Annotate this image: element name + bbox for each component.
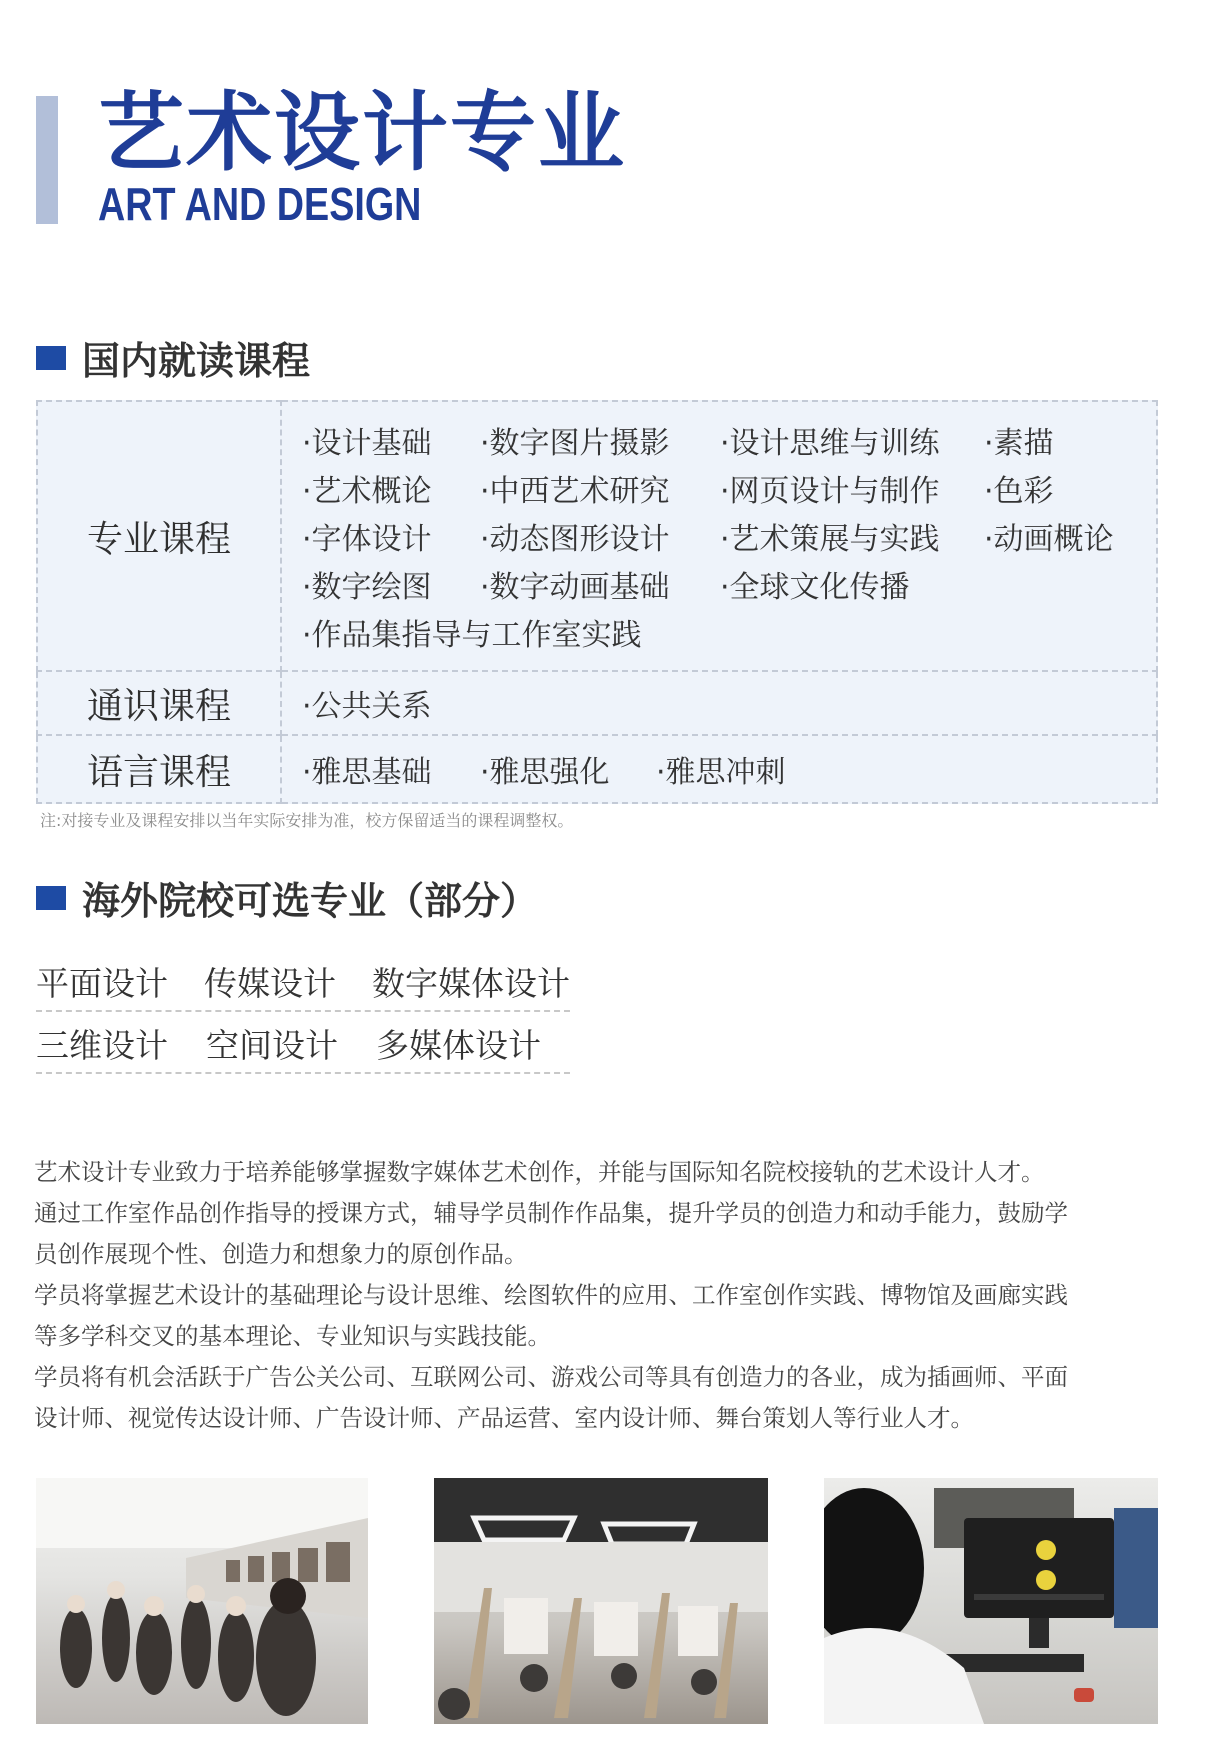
- section-marker-icon: [36, 346, 66, 370]
- footnote: 注:对接专业及课程安排以当年实际安排为准，校方保留适当的课程调整权。: [40, 811, 574, 830]
- photo-computer-lab: [824, 1478, 1158, 1724]
- course-list: [281, 671, 1157, 735]
- photo-drawing-studio: [434, 1478, 768, 1724]
- major-item: 数字媒体设计: [372, 963, 570, 1003]
- course-item: ·艺术概论: [302, 474, 432, 509]
- description-line: 通过工作室作品创作指导的授课方式，辅导学员制作作品集，提升学员的创造力和动手能力，鼓励学: [34, 1199, 1068, 1227]
- course-line: [302, 416, 1156, 464]
- photo-gallery-visit: [36, 1478, 368, 1724]
- section-heading-text: 国内就读课程: [82, 339, 311, 383]
- course-item: ·色彩: [984, 474, 1054, 509]
- course-item: ·数字绘图: [302, 570, 432, 605]
- title-accent-bar: [36, 96, 58, 224]
- course-list: [281, 735, 1157, 803]
- category-label: 通识课程: [37, 671, 281, 735]
- course-item: ·艺术策展与实践: [720, 522, 940, 557]
- majors-row: [36, 1014, 570, 1074]
- course-item: ·作品集指导与工作室实践: [302, 618, 642, 653]
- course-row-major: [37, 401, 1157, 671]
- course-line: [302, 745, 1156, 793]
- major-item: 传媒设计: [204, 963, 336, 1003]
- course-item: ·公共关系: [302, 689, 432, 724]
- course-line: [302, 512, 1156, 560]
- description-line: 设计师、视觉传达设计师、广告设计师、产品运营、室内设计师、舞台策划人等行业人才。: [34, 1404, 974, 1432]
- category-label: 专业课程: [37, 401, 281, 671]
- major-item: 平面设计: [36, 963, 168, 1003]
- computer-lab-scene: [824, 1478, 1158, 1724]
- course-item: ·中西艺术研究: [480, 474, 670, 509]
- course-line: [302, 608, 1156, 656]
- page-subtitle: ART AND DESIGN: [98, 178, 422, 230]
- course-table: [36, 400, 1158, 804]
- description-line: 员创作展现个性、创造力和想象力的原创作品。: [34, 1240, 528, 1268]
- category-label: 语言课程: [37, 735, 281, 803]
- course-line: [302, 560, 1156, 608]
- page-title: 艺术设计专业: [98, 83, 626, 183]
- course-item: ·雅思冲刺: [656, 755, 786, 790]
- section-heading-overseas: [36, 870, 538, 925]
- course-row-language: [37, 735, 1157, 803]
- course-item: ·字体设计: [302, 522, 432, 557]
- course-item: ·设计基础: [302, 426, 432, 461]
- section-heading-domestic: [36, 330, 310, 385]
- description-line: 学员将掌握艺术设计的基础理论与设计思维、绘图软件的应用、工作室创作实践、博物馆及画廊实践: [34, 1281, 1068, 1309]
- studio-scene: [434, 1478, 768, 1724]
- course-line: [302, 679, 1156, 727]
- gallery-scene: [36, 1478, 368, 1724]
- course-item: ·雅思强化: [480, 755, 610, 790]
- course-item: ·动画概论: [984, 522, 1114, 557]
- course-item: ·素描: [984, 426, 1054, 461]
- majors-list: [36, 952, 570, 1074]
- course-item: ·数字动画基础: [480, 570, 670, 605]
- description-line: 艺术设计专业致力于培养能够掌握数字媒体艺术创作，并能与国际知名院校接轨的艺术设计人才。: [34, 1158, 1045, 1186]
- course-list: [281, 401, 1157, 671]
- major-item: 三维设计: [36, 1025, 168, 1065]
- section-heading-text: 海外院校可选专业（部分）: [82, 879, 539, 923]
- course-item: ·雅思基础: [302, 755, 432, 790]
- section-marker-icon: [36, 886, 66, 910]
- majors-row: [36, 952, 570, 1012]
- description-line: 学员将有机会活跃于广告公关公司、互联网公司、游戏公司等具有创造力的各业，成为插画师、平面: [34, 1363, 1068, 1391]
- course-line: [302, 464, 1156, 512]
- course-item: ·数字图片摄影: [480, 426, 670, 461]
- major-item: 空间设计: [206, 1025, 338, 1065]
- course-item: ·动态图形设计: [480, 522, 670, 557]
- course-item: ·设计思维与训练: [720, 426, 940, 461]
- course-row-general: [37, 671, 1157, 735]
- course-item: ·网页设计与制作: [720, 474, 940, 509]
- description-line: 等多学科交叉的基本理论、专业知识与实践技能。: [34, 1322, 551, 1350]
- major-item: 多媒体设计: [376, 1025, 541, 1065]
- course-item: ·全球文化传播: [720, 570, 910, 605]
- program-description: [34, 1152, 1164, 1439]
